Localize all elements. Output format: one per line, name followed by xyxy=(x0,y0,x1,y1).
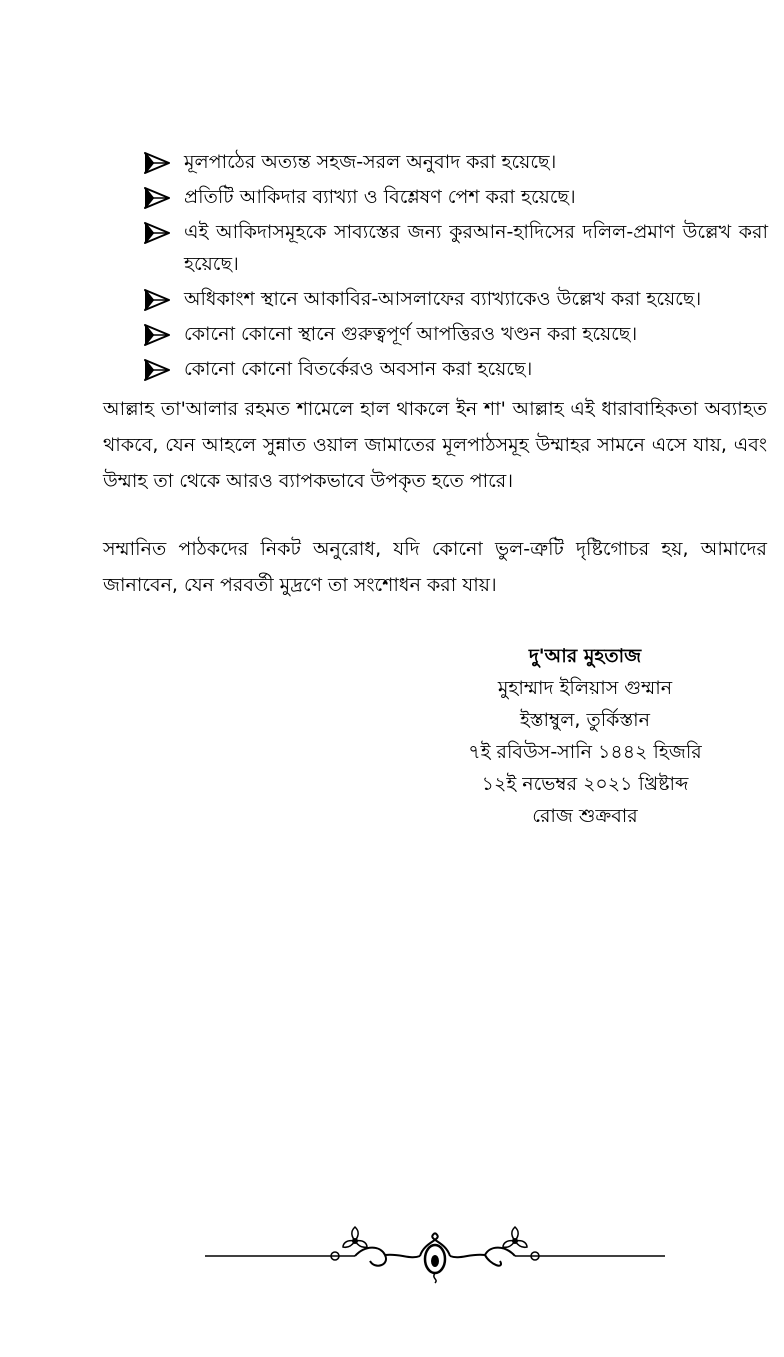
list-item xyxy=(142,146,768,178)
body-paragraph: আল্লাহ তা'আলার রহমত শামেলে হাল থাকলে ইন শা' আল্লাহ এই ধারাবাহিকতা অব্যাহত থাকবে, যেন আহলে সুন্নাত ওয়াল জামাতের মূলপাঠসমূহ উম্মাহর সামনে এসে যায়, এবং উম্মাহ তা থেকে আরও ব্যাপকভাবে উপকৃত হতে পারে। xyxy=(103,398,767,492)
arrowhead-bullet-icon xyxy=(144,289,170,311)
arrowhead-bullet-icon xyxy=(144,222,170,244)
list-item-text: কোনো কোনো বিতর্কেরও অবসান করা হয়েছে। xyxy=(184,358,533,380)
arrowhead-bullet-icon xyxy=(144,152,170,174)
author-place: ইস্তাম্বুল, তুর্কিস্তান xyxy=(520,709,650,731)
list-item-text: প্রতিটি আকিদার ব্যাখ্যা ও বিশ্লেষণ পেশ করা হয়েছে। xyxy=(184,186,576,208)
arrowhead-bullet-icon xyxy=(144,324,170,346)
day-of-week: রোজ শুক্রবার xyxy=(532,805,638,827)
list-item-text: অধিকাংশ স্থানে আকাবির-আসলাফের ব্যাখ্যাকেও উল্লেখ করা হয়েছে। xyxy=(184,288,702,310)
request-paragraph: সম্মানিত পাঠকদের নিকট অনুরোধ, যদি কোনো ভুল-ত্রুটি দৃষ্টিগোচর হয়, আমাদের জানাবেন, যেন পরবর্তী মুদ্রণে তা সংশোধন করা যায়। xyxy=(103,538,767,596)
floral-ornament-divider xyxy=(205,1225,665,1285)
list-item xyxy=(142,216,768,280)
list-item-text: এই আকিদাসমূহকে সাব্যস্তের জন্য কুরআন-হাদিসের দলিল-প্রমাণ উল্লেখ করা হয়েছে। xyxy=(184,221,768,275)
signature-title: দু'আর মুহতাজ xyxy=(528,645,642,667)
list-item xyxy=(142,318,768,350)
list-item xyxy=(142,283,768,315)
feature-list xyxy=(142,146,768,388)
hijri-date: ৭ই রবিউস-সানি ১৪৪২ হিজরি xyxy=(468,741,702,763)
arrowhead-bullet-icon xyxy=(144,187,170,209)
list-item xyxy=(142,353,768,385)
signature-block xyxy=(420,640,750,832)
arrowhead-bullet-icon xyxy=(144,359,170,381)
list-item xyxy=(142,181,768,213)
list-item-text: মূলপাঠের অত্যন্ত সহজ-সরল অনুবাদ করা হয়েছে। xyxy=(184,151,557,173)
author-name: মুহাম্মাদ ইলিয়াস গুম্মান xyxy=(497,677,673,699)
list-item-text: কোনো কোনো স্থানে গুরুত্বপূর্ণ আপত্তিরও খণ্ডন করা হয়েছে। xyxy=(184,323,638,345)
gregorian-date: ১২ই নভেম্বর ২০২১ খ্রিষ্টাব্দ xyxy=(481,773,689,795)
